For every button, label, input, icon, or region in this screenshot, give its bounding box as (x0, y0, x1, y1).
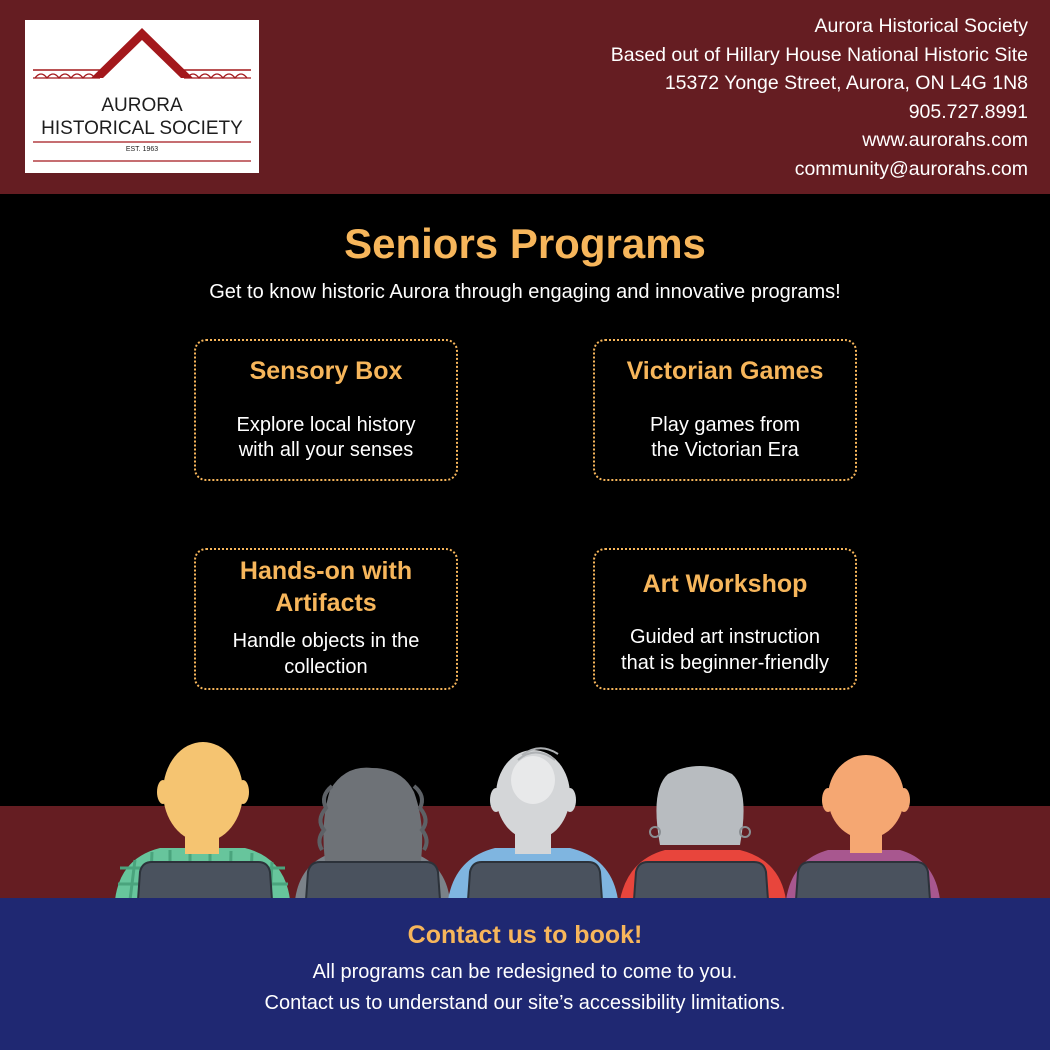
page-subtitle: Get to know historic Aurora through engaging and innovative programs! (209, 281, 841, 303)
program-desc-line: with all your senses (238, 439, 414, 461)
logo-est-year: EST. 1963 (125, 146, 159, 153)
program-title: Artifacts (275, 589, 377, 617)
program-title: Hands-on with (239, 557, 413, 585)
footer-line-redesign: All programs can be redesigned to come to you. (312, 961, 738, 983)
program-title: Sensory Box (249, 357, 403, 385)
header-banner (0, 0, 1050, 194)
page-title: Seniors Programs (344, 220, 706, 267)
contact-website-link[interactable]: www.aurorahs.com (862, 129, 1028, 152)
footer-line-accessibility: Contact us to understand our site’s accessibility limitations. (264, 992, 786, 1014)
aurora-historical-society-logo (25, 20, 259, 173)
program-desc-line: collection (284, 656, 368, 678)
program-desc-line: Guided art instruction (629, 626, 821, 648)
program-card-sensory-box (194, 339, 458, 481)
program-title: Victorian Games (626, 357, 824, 385)
logo-text-historical-society: HISTORICAL SOCIETY (41, 118, 243, 139)
program-card-art-workshop (593, 548, 857, 690)
program-title: Art Workshop (642, 570, 808, 598)
contact-info (611, 12, 1028, 184)
contact-phone[interactable]: 905.727.8991 (908, 100, 1028, 123)
contact-org: Aurora Historical Society (814, 15, 1028, 37)
program-card-hands-on-artifacts (194, 548, 458, 690)
audience-illustration (0, 730, 1050, 902)
program-desc-line: that is beginner-friendly (621, 652, 829, 674)
footer-title-contact-us: Contact us to book! (407, 921, 643, 949)
program-desc-line: the Victorian Era (651, 439, 799, 461)
program-card-victorian-games (593, 339, 857, 481)
logo-text-aurora: AURORA (101, 95, 183, 116)
program-desc-line: Handle objects in the (232, 630, 420, 652)
contact-address: 15372 Yonge Street, Aurora, ON L4G 1N8 (664, 72, 1028, 95)
contact-based: Based out of Hillary House National Historic Site (610, 43, 1028, 66)
theater-seats-icon (138, 862, 930, 900)
contact-email-link[interactable]: community@aurorahs.com (794, 157, 1028, 180)
program-desc-line: Explore local history (236, 414, 416, 436)
program-desc-line: Play games from (649, 414, 801, 436)
